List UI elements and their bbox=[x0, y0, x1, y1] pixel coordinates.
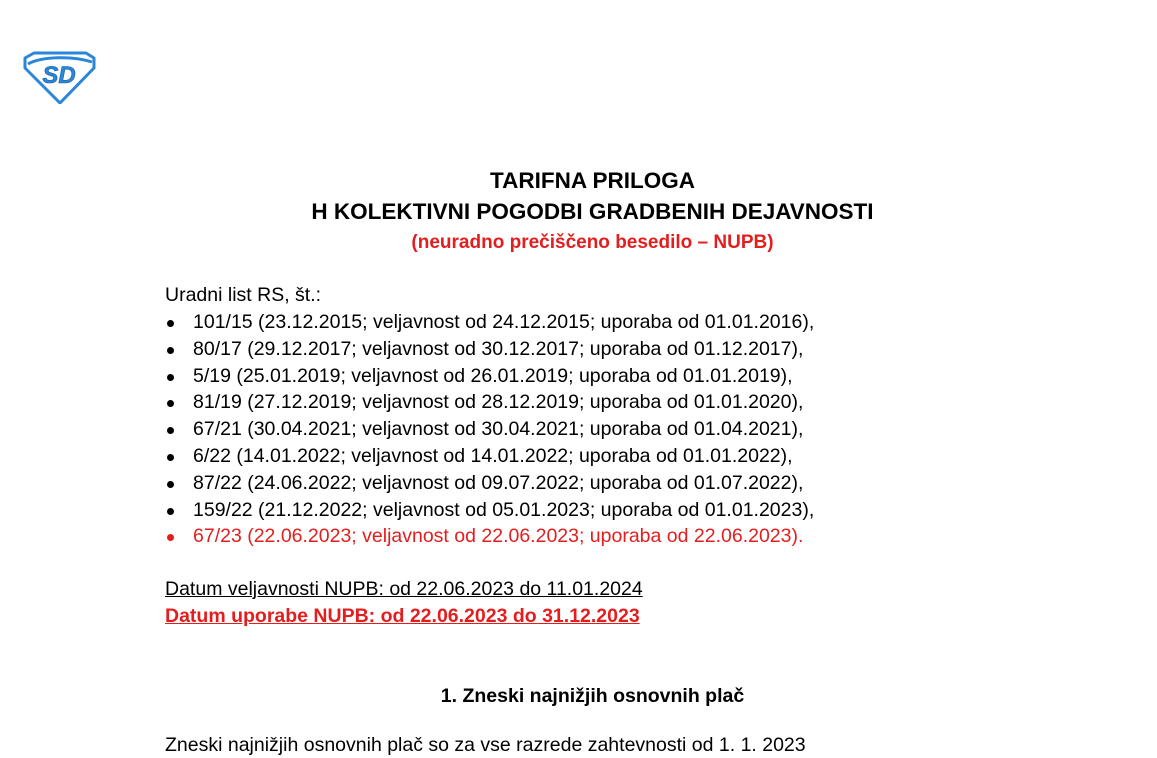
body-paragraph: Zneski najnižjih osnovnih plač so za vse razrede zahtevnosti od 1. 1. 2023 bbox=[165, 734, 806, 756]
gazette-item-text: 67/21 (30.04.2021; veljavnost od 30.04.2021; uporaba od 01.04.2021), bbox=[193, 418, 804, 441]
gazette-item-text: 87/22 (24.06.2022; veljavnost od 09.07.2022; uporaba od 01.07.2022), bbox=[193, 471, 804, 494]
gazette-label: Uradni list RS, št.: bbox=[165, 284, 322, 306]
gazette-item-text: 5/19 (25.01.2019; veljavnost od 26.01.2019; uporaba od 01.01.2019), bbox=[193, 364, 793, 387]
gazette-item-text: 6/22 (14.01.2022; veljavnost od 14.01.2022; uporaba od 01.01.2022), bbox=[193, 444, 793, 467]
bullet-icon bbox=[167, 400, 174, 407]
bullet-icon bbox=[167, 320, 174, 327]
gazette-item bbox=[165, 470, 814, 497]
bullet-icon bbox=[167, 534, 174, 541]
bullet-icon bbox=[167, 508, 174, 515]
logo-text: SD bbox=[42, 62, 76, 89]
gazette-item bbox=[165, 416, 814, 443]
gazette-item-text: 67/23 (22.06.2023; veljavnost od 22.06.2023; uporaba od 22.06.2023). bbox=[193, 525, 804, 548]
document-subtitle: H KOLEKTIVNI POGODBI GRADBENIH DEJAVNOSTI bbox=[311, 199, 874, 224]
gazette-item bbox=[165, 363, 814, 390]
gazette-item-latest bbox=[165, 523, 814, 550]
bullet-icon bbox=[167, 374, 174, 381]
bullet-icon bbox=[167, 454, 174, 461]
gazette-item bbox=[165, 443, 814, 470]
gazette-item bbox=[165, 309, 814, 336]
bullet-icon bbox=[167, 481, 174, 488]
gazette-item bbox=[165, 336, 814, 363]
section-heading: 1. Zneski najnižjih osnovnih plač bbox=[440, 685, 745, 707]
document-title: TARIFNA PRILOGA bbox=[490, 168, 695, 193]
gazette-item-text: 159/22 (21.12.2022; veljavnost od 05.01.2023; uporaba od 01.01.2023), bbox=[193, 498, 815, 521]
gazette-list bbox=[165, 309, 814, 550]
gazette-item bbox=[165, 389, 814, 416]
usage-date: Datum uporabe NUPB: od 22.06.2023 do 31.12.2023 bbox=[165, 605, 640, 627]
document-note: (neuradno prečiščeno besedilo – NUPB) bbox=[411, 232, 774, 253]
gazette-item-text: 101/15 (23.12.2015; veljavnost od 24.12.2015; uporaba od 01.01.2016), bbox=[193, 311, 815, 333]
bullet-icon bbox=[167, 347, 174, 354]
company-logo bbox=[22, 50, 96, 104]
bullet-icon bbox=[167, 427, 174, 434]
validity-date: Datum veljavnosti NUPB: od 22.06.2023 do 11.01.2024 bbox=[165, 578, 643, 600]
gazette-item bbox=[165, 497, 814, 524]
gazette-item-text: 80/17 (29.12.2017; veljavnost od 30.12.2017; uporaba od 01.12.2017), bbox=[193, 337, 804, 360]
gazette-item-text: 81/19 (27.12.2019; veljavnost od 28.12.2019; uporaba od 01.01.2020), bbox=[193, 391, 804, 414]
